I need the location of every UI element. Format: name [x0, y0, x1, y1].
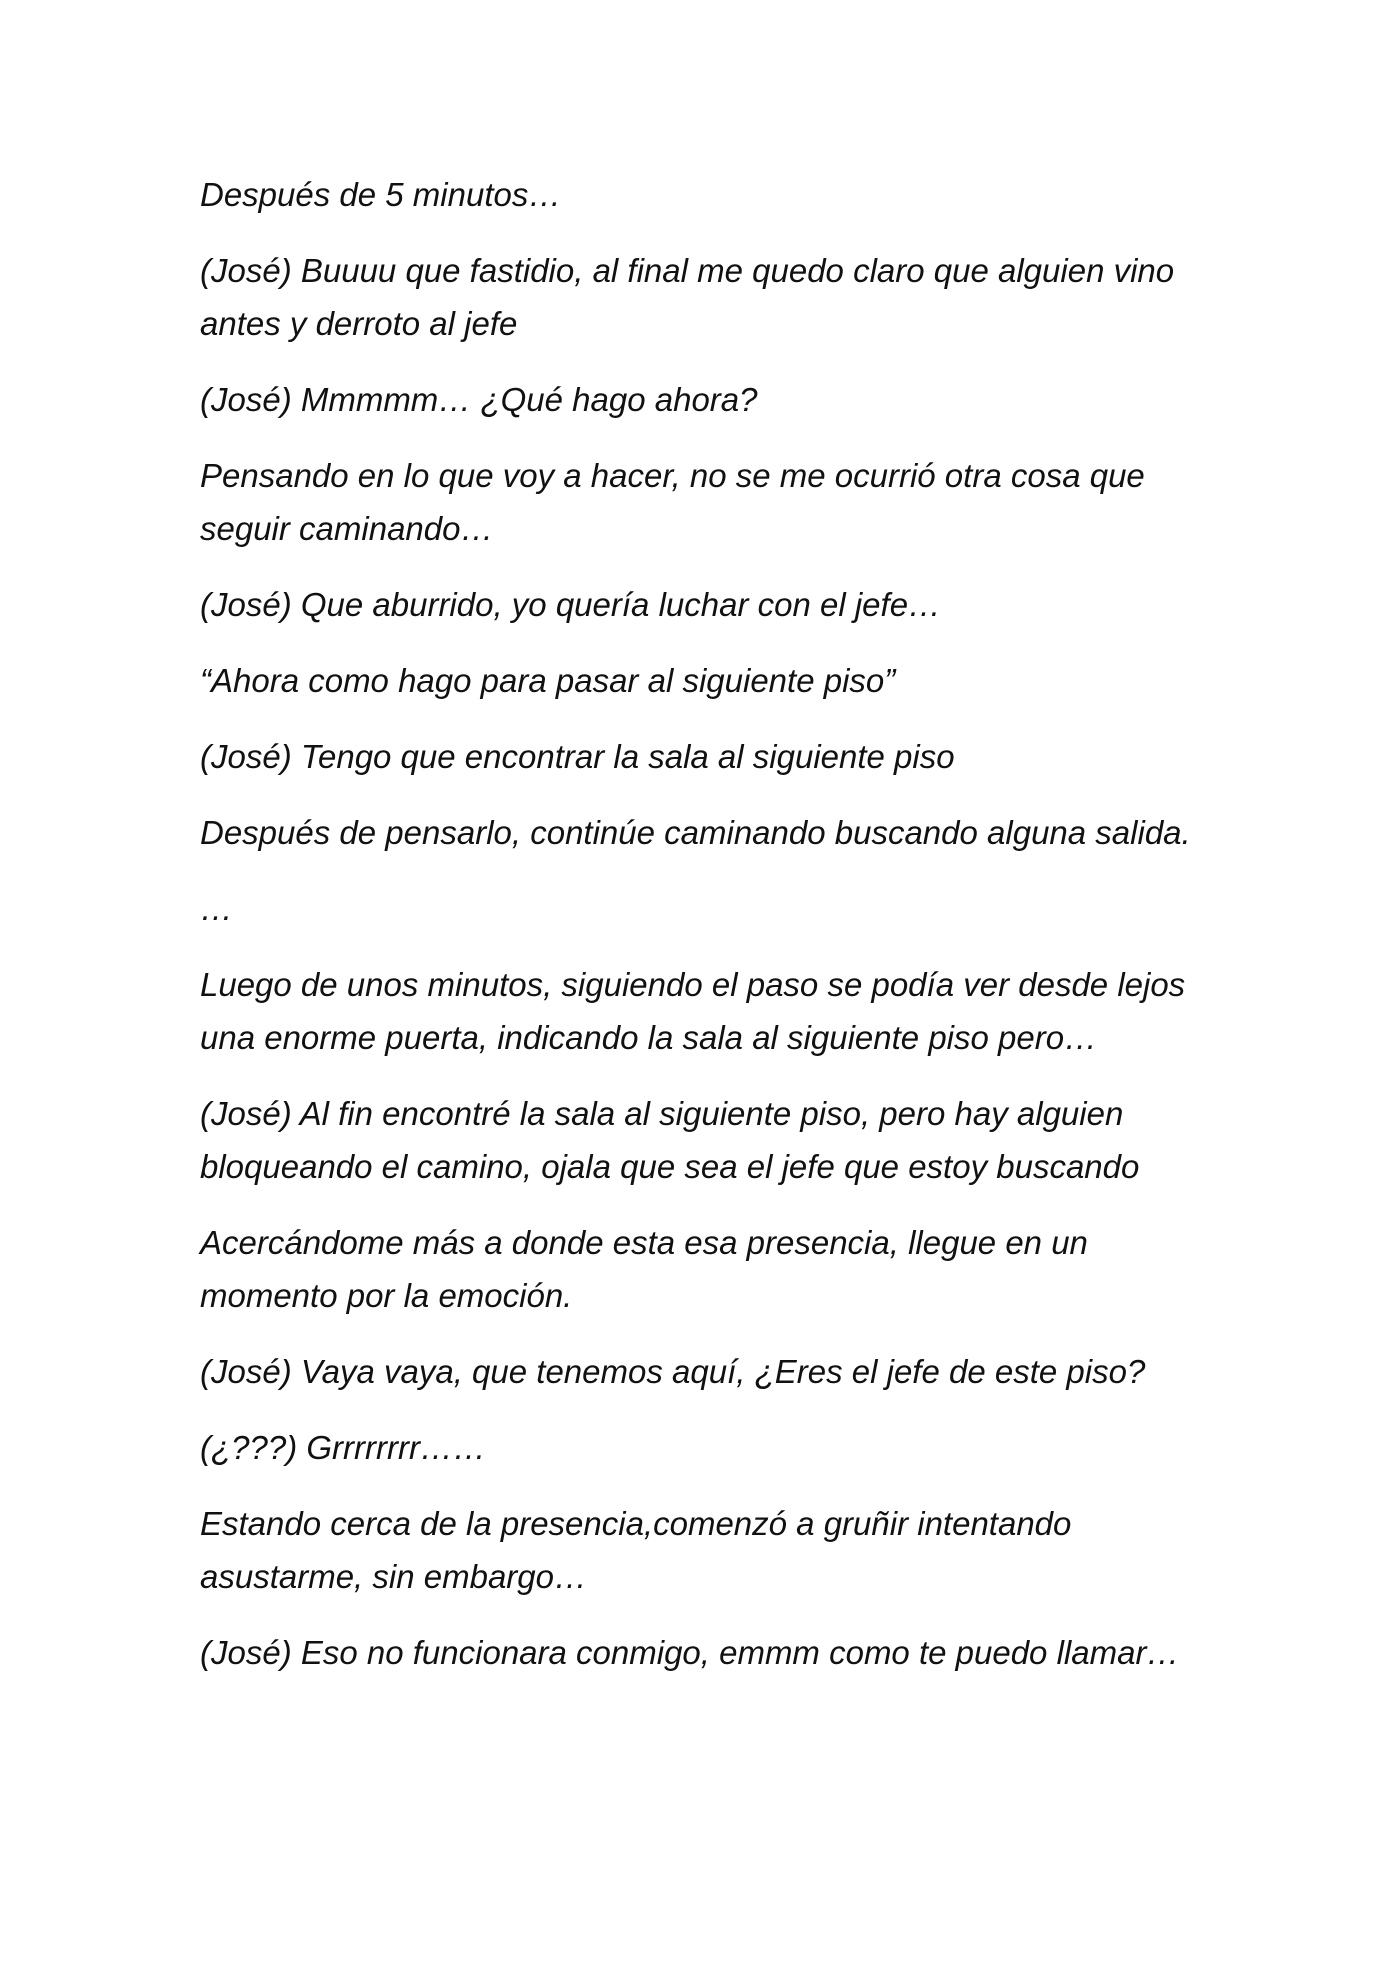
paragraph: Estando cerca de la presencia,comenzó a gruñir intentando asustarme, sin embargo… — [200, 1505, 1072, 1595]
paragraph: Después de pensarlo, continúe caminando buscando alguna salida. — [200, 814, 1191, 851]
paragraph: “Ahora como hago para pasar al siguiente piso” — [200, 662, 896, 699]
paragraph: Pensando en lo que voy a hacer, no se me ocurrió otra cosa que seguir caminando… — [200, 457, 1145, 547]
paragraph: (José) Vaya vaya, que tenemos aquí, ¿Eres el jefe de este piso? — [200, 1353, 1146, 1390]
paragraph: (José) Tengo que encontrar la sala al siguiente piso — [200, 738, 955, 775]
paragraph: (José) Eso no funcionara conmigo, emmm como te puedo llamar… — [200, 1634, 1180, 1671]
story-text — [200, 168, 1210, 1702]
paragraph: (¿???) Grrrrrrrr…… — [200, 1429, 486, 1466]
paragraph: Luego de unos minutos, siguiendo el paso se podía ver desde lejos una enorme puerta, indicando la sala al siguiente piso pero… — [200, 966, 1186, 1056]
paragraph: Después de 5 minutos… — [200, 176, 562, 213]
paragraph: (José) Buuuu que fastidio, al final me quedo claro que alguien vino antes y derroto al jefe — [200, 252, 1175, 342]
paragraph: … — [200, 890, 233, 927]
paragraph: (José) Al fin encontré la sala al siguiente piso, pero hay alguien bloqueando el camino, ojala que sea el jefe que estoy buscando — [200, 1095, 1140, 1185]
paragraph: (José) Mmmmm… ¿Qué hago ahora? — [200, 381, 758, 418]
paragraph: Acercándome más a donde esta esa presencia, llegue en un momento por la emoción. — [200, 1224, 1088, 1314]
paragraph: (José) Que aburrido, yo quería luchar con el jefe… — [200, 586, 942, 623]
